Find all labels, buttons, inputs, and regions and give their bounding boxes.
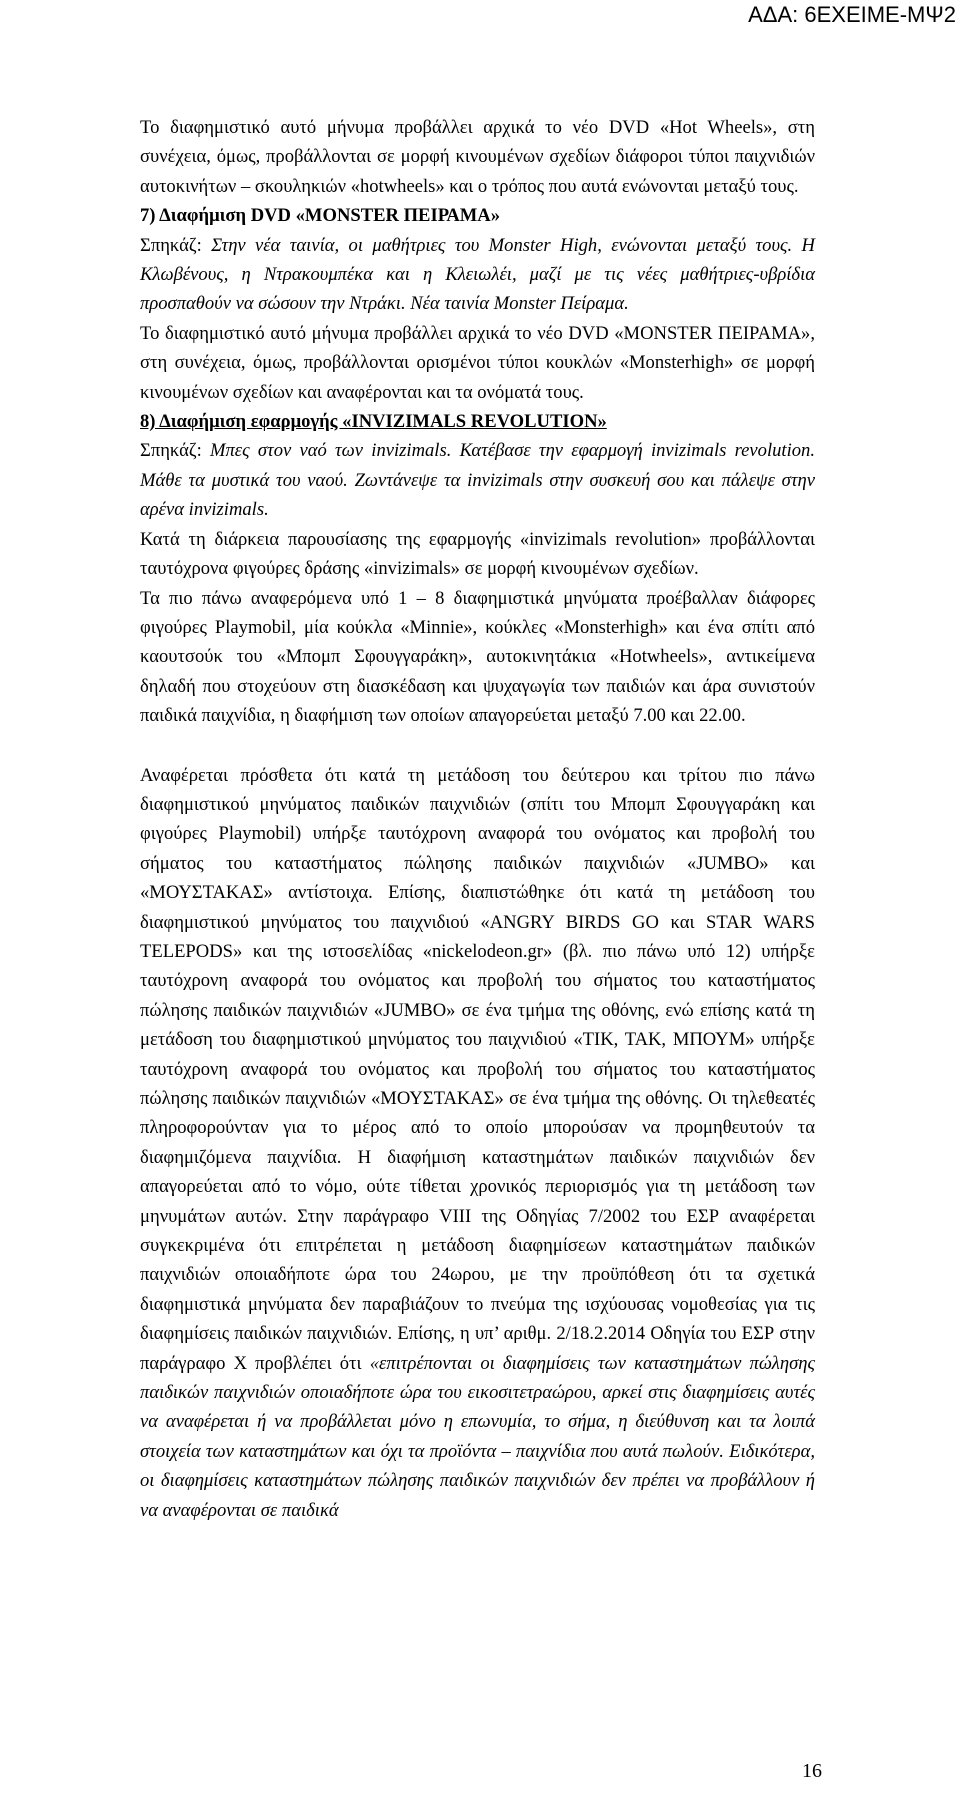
section-8-title: 8) Διαφήμιση εφαρμογής «INVIZIMALS REVOLUTION» (140, 411, 607, 433)
page-number: 16 (802, 1760, 822, 1782)
section-8-heading (140, 407, 815, 436)
section-8-spot (140, 436, 815, 524)
document-body (140, 113, 815, 1525)
paragraph-store-advertising-quote: «επιτρέπονται οι διαφημίσεις των καταστημάτων πώλησης παιδικών παιχνιδιών οποιαδήποτε ώρα του εικοσιτετραώρου, αρκεί στις διαφημίσεις αυτές να αναφέρεται ή να προβάλλεται μόνο η επωνυμία, το σήμα, η διεύθυνση και τα λοιπά στοιχεία των καταστημάτων και όχι τα προϊόντα – παιχνίδια που αυτά πωλούν. Ειδικότερα, οι διαφημίσεις καταστημάτων πώλησης παιδικών παιχνιδιών δεν πρέπει να προβάλλουν ή να αναφέρονται σε παιδικά (140, 1352, 816, 1521)
section-7-title: 7) Διαφήμιση DVD «MONSTER ΠΕΙΡΑΜΑ» (140, 205, 501, 227)
section-7-description: Το διαφημιστικό αυτό μήνυμα προβάλλει αρχικά το νέο DVD «MONSTER ΠΕΙΡΑΜΑ», στη συνέχεια, όμως, προβάλλονται ορισμένοι τύποι κουκλών «Monsterhigh» σε μορφή κινουμένων σχεδίων και αναφέρονται και τα ονόματά τους. (140, 322, 815, 403)
paragraph-hotwheels-description: Το διαφημιστικό αυτό μήνυμα προβάλλει αρχικά το νέο DVD «Hot Wheels», στη συνέχεια, όμως, προβάλλονται σε μορφή κινουμένων σχεδίων διάφοροι τύποι παιχνιδιών αυτοκινήτων – σκουληκιών «hotwheels» και ο τρόπος που αυτά ενώνονται μεταξύ τους. (140, 117, 815, 197)
section-7-spot-label: Σπηκάζ: (140, 234, 212, 256)
paragraph-store-advertising-text: Αναφέρεται πρόσθετα ότι κατά τη μετάδοση του δεύτερου και τρίτου πιο πάνω διαφημιστικού μηνύματος παιδικών παιχνιδιών (σπίτι του Μπομπ Σφουγγαράκη και φιγούρες Playmobil) υπήρξε ταυτόχρονη αναφορά του ονόματος και προβολή του σήματος του καταστήματος πώλησης παιδικών παιχνιδιών «JUMBO» και «ΜΟΥΣΤΑΚΑΣ» αντίστοιχα. Επίσης, διαπιστώθηκε ότι κατά τη μετάδοση του διαφημιστικού μηνύματος του παιχνιδιού «ANGRY BIRDS GO και STAR WARS TELEPODS» και της ιστοσελίδας «nickelodeon.gr» (βλ. πιο πάνω υπό 12) υπήρξε ταυτόχρονη αναφορά του ονόματος και προβολή του σήματος του καταστήματος πώλησης παιδικών παιχνιδιών «JUMBO» σε ένα τμήμα της οθόνης, ενώ επίσης κατά τη μετάδοση του διαφημιστικού μηνύματος του παιχνιδιού «ΤΙΚ, ΤΑΚ, ΜΠΟΥΜ» υπήρξε ταυτόχρονη αναφορά του ονόματος και προβολή του σήματος του καταστήματος πώλησης παιδικών παιχνιδιών «ΜΟΥΣΤΑΚΑΣ» σε ένα τμήμα της οθόνης. Οι τηλεθεατές πληροφορούνταν για το μέρος από το οποίο μπορούσαν να προμηθευτούν τα διαφημιζόμενα παιχνίδια. Η διαφήμιση καταστημάτων παιδικών παιχνιδιών δεν απαγορεύεται από το νόμο, ούτε τίθεται χρονικός περιορισμός για τη μετάδοση των μηνυμάτων αυτών. Στην παράγραφο VIII της Οδηγίας 7/2002 του ΕΣΡ αναφέρεται συγκεκριμένα ότι επιτρέπεται η μετάδοση διαφημίσεων καταστημάτων παιδικών παιχνιδιών οποιαδήποτε ώρα του 24ωρου, με την προϋπόθεση ότι τα σχετικά διαφημιστικά μηνύματα δεν παραβιάζουν το πνεύμα της ισχύουσας νομοθεσίας για τις διαφημίσεις παιδικών παιχνιδιών. Επίσης, η υπ’ αριθμ. 2/18.2.2014 Οδηγία του ΕΣΡ στην παράγραφο Χ προβλέπει ότι (140, 764, 815, 1374)
paragraph-summary: Τα πιο πάνω αναφερόμενα υπό 1 – 8 διαφημιστικά μηνύματα προέβαλλαν διάφορες φιγούρες Playmobil, μία κούκλα «Minnie», κούκλες «Monsterhigh» και ένα σπίτι από καουτσούκ του «Μπομπ Σφουγγαράκη», αυτοκινητάκια «Hotwheels», αντικείμενα δηλαδή που στοχεύουν στη διασκέδαση και ψυχαγωγία των παιδιών και άρα συνιστούν παιδικά παιχνίδια, η διαφήμιση των οποίων απαγορεύεται μεταξύ 7.00 και 22.00. (140, 587, 815, 727)
section-8-spot-text: Μπες στον ναό των invizimals. Κατέβασε την εφαρμογή invizimals revolution. Μάθε τα μυστικά του ναού. Ζωντάνεψε τα invizimals στην συσκευή σου και πάλεψε στην αρένα invizimals. (140, 440, 815, 521)
section-8-description: Κατά τη διάρκεια παρουσίασης της εφαρμογής «invizimals revolution» προβάλλονται ταυτόχρονα φιγούρες δράσης «invizimals» σε μορφή κινουμένων σχεδίων. (140, 528, 815, 580)
section-8-spot-label: Σπηκάζ: (140, 440, 210, 462)
section-7-spot (140, 231, 815, 319)
document-ada-code: ΑΔΑ: 6ΕΧΕΙΜΕ-ΜΨ2 (748, 2, 956, 27)
section-7-heading (140, 201, 815, 230)
paragraph-store-advertising (140, 761, 815, 1526)
section-7-spot-text: Στην νέα ταινία, οι μαθήτριες του Monster High, ενώνονται μεταξύ τους. Η Κλωβένους, η Ντρακουμπέκα και η Κλειωλέι, μαζί με τις νέες μαθήτριες-υβρίδια προσπαθούν να σώσουν την Ντράκι. Νέα ταινία Monster Πείραμα. (140, 234, 815, 315)
